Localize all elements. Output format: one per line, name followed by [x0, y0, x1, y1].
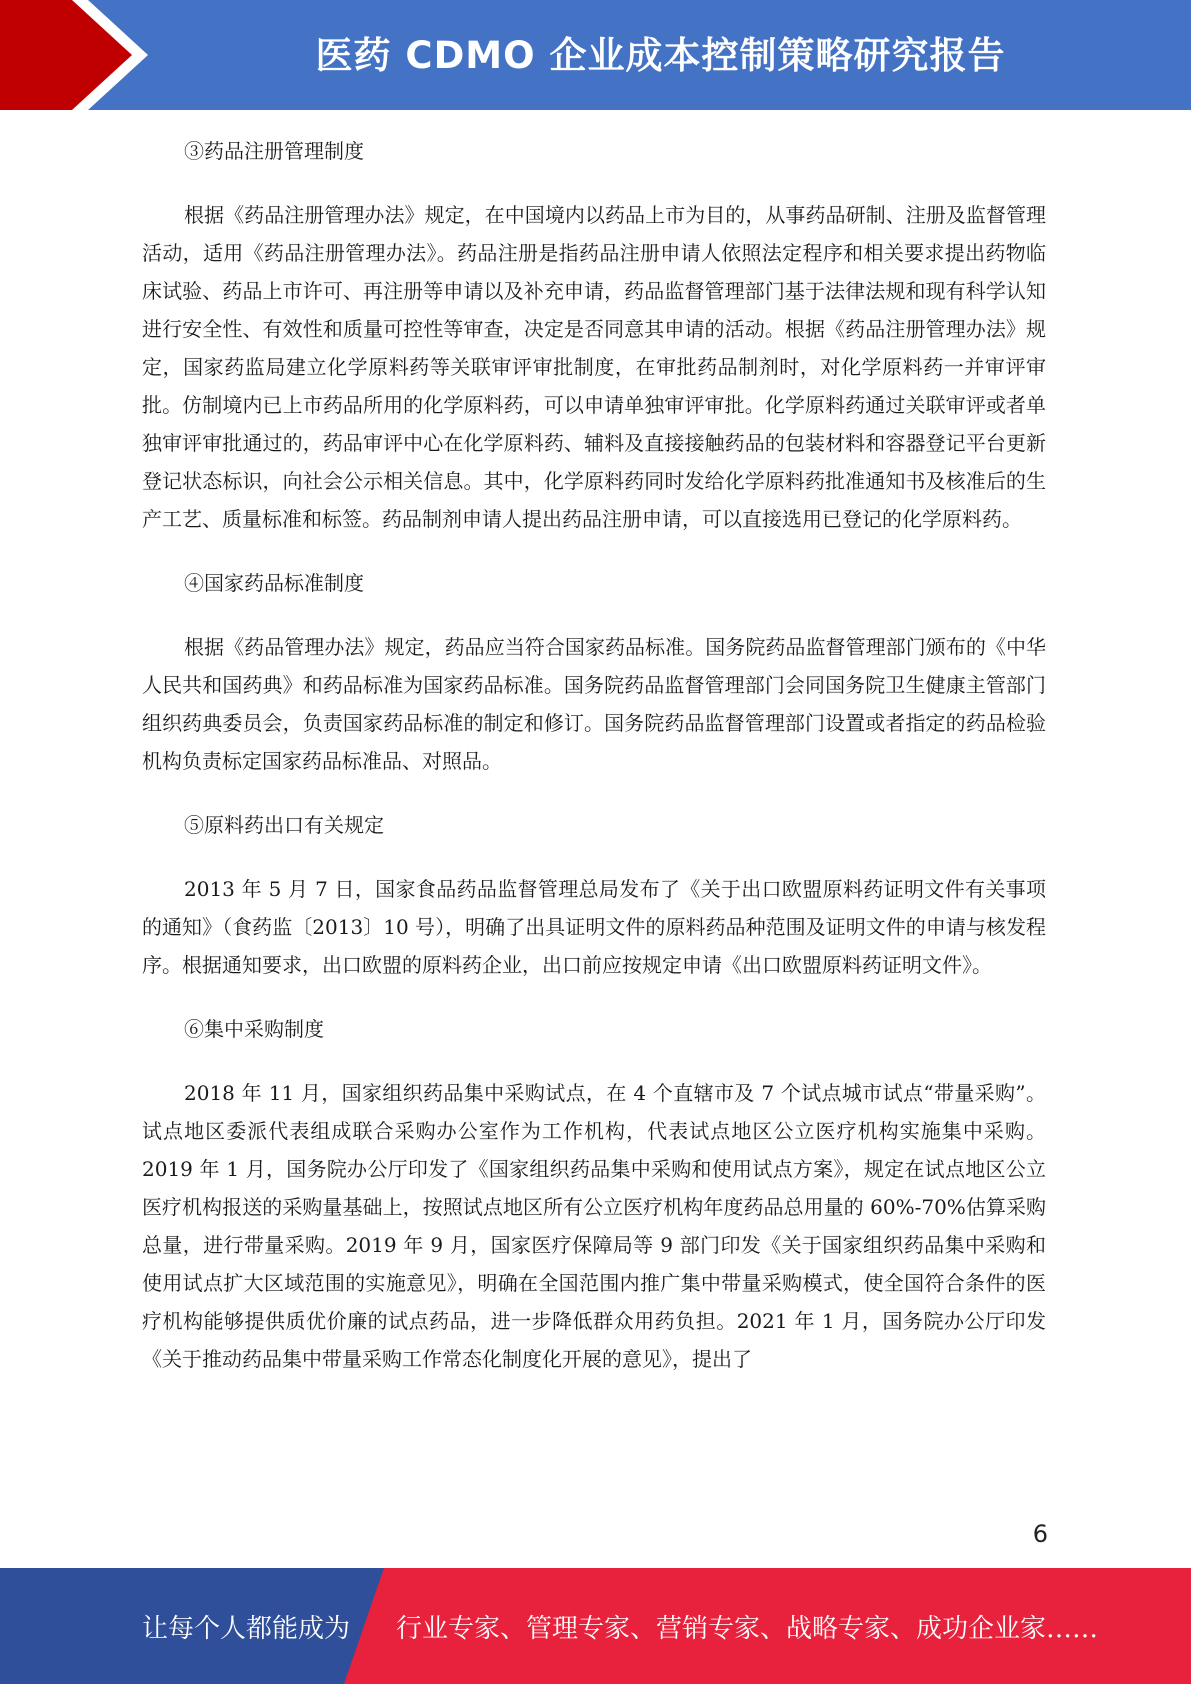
paragraph-centralized-procurement: 2018 年 11 月，国家组织药品集中采购试点，在 4 个直辖市及 7 个试点城市试点“带量采购”。试点地区委派代表组成联合采购办公室作为工作机构，代表试点地区公立医疗机构实施集中采购。2019 年 1 月，国务院办公厅印发了《国家组织药品集中采购和使用试点方案》，规定在试点地区公立医疗机构报送的采购量基础上，按照试点地区所有公立医疗机构年度药品总用量的 60%-70%估算采购总量，进行带量采购。2019 年 9 月，国家医疗保障局等 9 部门印发《关于国家组织药品集中采购和使用试点扩大区域范围的实施意见》，明确在全国范围内推广集中带量采购模式，使全国符合条件的医疗机构能够提供质优价廉的试点药品，进一步降低群众用药负担。2021 年 1 月，国务院办公厅印发《关于推动药品集中带量采购工作常态化制度化开展的意见》，提出了 [142, 1081, 1046, 1371]
footer-slogan-left: 让每个人都能成为 [142, 1613, 351, 1644]
report-title: 医药 CDMO 企业成本控制策略研究报告 [315, 34, 1006, 77]
section-heading-national-standard: ④国家药品标准制度 [184, 571, 364, 595]
paragraph-drug-registration: 根据《药品注册管理办法》规定，在中国境内以药品上市为目的，从事药品研制、注册及监督管理活动，适用《药品注册管理办法》。药品注册是指药品注册申请人依照法定程序和相关要求提出药物临床试验、药品上市许可、再注册等申请以及补充申请，药品监督管理部门基于法律法规和现有科学认知进行安全性、有效性和质量可控性等审查，决定是否同意其申请的活动。根据《药品注册管理办法》规定，国家药监局建立化学原料药等关联审评审批制度，在审批药品制剂时，对化学原料药一并审评审批。仿制境内已上市药品所用的化学原料药，可以申请单独审评审批。化学原料药通过关联审评或者单独审评审批通过的，药品审评中心在化学原料药、辅料及直接接触药品的包装材料和容器登记平台更新登记状态标识，向社会公示相关信息。其中，化学原料药同时发给化学原料药批准通知书及核准后的生产工艺、质量标准和标签。药品制剂申请人提出药品注册申请，可以直接选用已登记的化学原料药。 [142, 203, 1046, 531]
document-body [142, 132, 1046, 1378]
header-arrow-decoration [0, 0, 160, 110]
section-heading-drug-registration: ③药品注册管理制度 [184, 139, 364, 163]
section-heading-api-export: ⑤原料药出口有关规定 [184, 813, 384, 837]
section-heading-centralized-procurement: ⑥集中采购制度 [184, 1017, 324, 1041]
page-number: 6 [1032, 1520, 1048, 1548]
page-header [0, 0, 1191, 110]
paragraph-api-export: 2013 年 5 月 7 日，国家食品药品监督管理总局发布了《关于出口欧盟原料药证明文件有关事项的通知》（食药监〔2013〕10 号），明确了出具证明文件的原料药品种范围及证明文件的申请与核发程序。根据通知要求，出口欧盟的原料药企业，出口前应按规定申请《出口欧盟原料药证明文件》。 [142, 877, 1046, 977]
paragraph-national-standard: 根据《药品管理办法》规定，药品应当符合国家药品标准。国务院药品监督管理部门颁布的《中华人民共和国药典》和药品标准为国家药品标准。国务院药品监督管理部门会同国务院卫生健康主管部门组织药典委员会，负责国家药品标准的制定和修订。国务院药品监督管理部门设置或者指定的药品检验机构负责标定国家药品标准品、对照品。 [142, 635, 1046, 773]
page-footer [0, 1568, 1191, 1684]
footer-slogan-right: 行业专家、管理专家、营销专家、战略专家、成功企业家…… [396, 1613, 1099, 1644]
